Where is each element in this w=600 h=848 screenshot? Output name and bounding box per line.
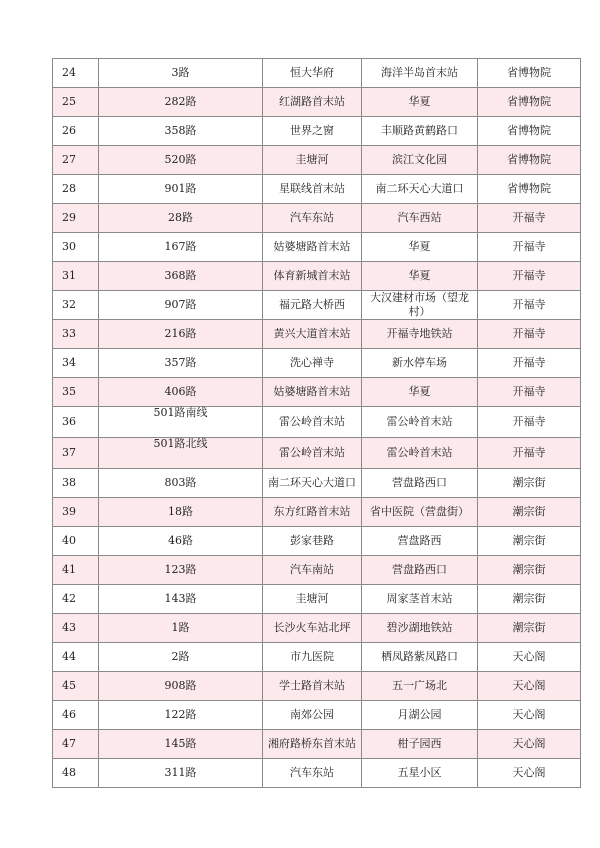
row-number-cell: [53, 556, 99, 585]
table-row: [53, 469, 581, 498]
origin-stop: 体育新城首末站: [273, 269, 351, 282]
origin-stop-cell: [263, 672, 362, 701]
origin-stop: 圭塘河: [295, 153, 329, 166]
destination: 开福寺: [512, 269, 546, 282]
row-number-cell: [53, 175, 99, 204]
table-row: [53, 498, 581, 527]
destination-cell: [478, 643, 581, 672]
destination: 开福寺: [512, 446, 546, 459]
terminal-stop-cell: [362, 556, 478, 585]
row-number-cell: [53, 320, 99, 349]
origin-stop-cell: [263, 614, 362, 643]
row-number-cell: [53, 349, 99, 378]
route-name-cell: [99, 730, 263, 759]
destination-cell: [478, 233, 581, 262]
terminal-stop-cell: [362, 59, 478, 88]
table-row: [53, 701, 581, 730]
route-name: 358路: [164, 124, 197, 137]
destination-cell: [478, 88, 581, 117]
origin-stop: 长沙火车站北坪: [273, 621, 351, 634]
destination-cell: [478, 469, 581, 498]
terminal-stop: 碧沙湖地铁站: [386, 621, 453, 634]
terminal-stop-cell: [362, 438, 478, 469]
origin-stop-cell: [263, 320, 362, 349]
row-number: 29: [62, 211, 76, 224]
route-name: 216路: [164, 327, 197, 340]
row-number-cell: [53, 759, 99, 788]
terminal-stop: 周家茎首末站: [386, 592, 453, 605]
terminal-stop: 栖凤路紫凤路口: [381, 650, 458, 663]
route-name: 122路: [164, 708, 197, 721]
row-number: 28: [62, 182, 76, 195]
origin-stop: 雷公岭首末站: [279, 415, 345, 428]
origin-stop: 彭家巷路: [290, 534, 334, 547]
row-number: 45: [62, 679, 76, 692]
origin-stop: 圭塘河: [295, 592, 329, 605]
terminal-stop: 滨江文化园: [392, 153, 447, 166]
row-number: 47: [62, 737, 76, 750]
route-name: 803路: [164, 476, 197, 489]
row-number: 48: [62, 766, 76, 779]
origin-stop: 雷公岭首末站: [279, 446, 345, 459]
terminal-stop: 汽车西站: [397, 211, 442, 224]
route-name-cell: [99, 204, 263, 233]
route-name: 406路: [164, 385, 197, 398]
route-name-cell: [99, 438, 263, 469]
route-name-cell: [99, 556, 263, 585]
table-row: [53, 672, 581, 701]
route-name: 18路: [168, 505, 193, 518]
route-name-cell: [99, 407, 263, 438]
route-name: 908路: [164, 679, 197, 692]
origin-stop: 市九医院: [290, 650, 334, 663]
origin-stop: 恒大华府: [290, 66, 334, 79]
route-name: 46路: [168, 534, 193, 547]
destination: 天心阁: [512, 766, 546, 779]
origin-stop-cell: [263, 117, 362, 146]
table-row: [53, 233, 581, 262]
destination: 省博物院: [507, 95, 551, 108]
terminal-stop-cell: [362, 614, 478, 643]
terminal-stop-cell: [362, 233, 478, 262]
row-number: 33: [62, 327, 76, 340]
destination: 开福寺: [512, 415, 546, 428]
row-number: 34: [62, 356, 76, 369]
row-number-cell: [53, 643, 99, 672]
origin-stop-cell: [263, 146, 362, 175]
route-name: 3路: [171, 66, 190, 79]
terminal-stop-cell: [362, 498, 478, 527]
destination-cell: [478, 407, 581, 438]
destination: 潮宗街: [512, 592, 546, 605]
origin-stop-cell: [263, 469, 362, 498]
terminal-stop: 月湖公园: [397, 708, 442, 721]
destination: 天心阁: [512, 737, 546, 750]
row-number: 32: [62, 298, 76, 311]
origin-stop-cell: [263, 759, 362, 788]
origin-stop-cell: [263, 349, 362, 378]
destination-cell: [478, 262, 581, 291]
route-name: 28路: [168, 211, 193, 224]
row-number-cell: [53, 585, 99, 614]
destination: 开福寺: [512, 327, 546, 340]
destination: 天心阁: [512, 708, 546, 721]
route-name-cell: [99, 320, 263, 349]
table-row: [53, 407, 581, 438]
row-number: 38: [62, 476, 76, 489]
row-number-cell: [53, 438, 99, 469]
origin-stop-cell: [263, 556, 362, 585]
route-name: 901路: [164, 182, 197, 195]
route-name: 501路北线: [153, 437, 208, 450]
destination: 潮宗街: [512, 621, 546, 634]
route-name: 501路南线: [153, 406, 208, 419]
terminal-stop-cell: [362, 349, 478, 378]
terminal-stop: 营盘路西口: [392, 563, 447, 576]
route-name-cell: [99, 469, 263, 498]
terminal-stop: 五星小区: [397, 766, 442, 779]
destination: 天心阁: [512, 650, 546, 663]
destination-cell: [478, 320, 581, 349]
destination-cell: [478, 527, 581, 556]
table-row: [53, 349, 581, 378]
origin-stop: 汽车南站: [290, 563, 334, 576]
route-name-cell: [99, 643, 263, 672]
destination-cell: [478, 438, 581, 469]
table-row: [53, 378, 581, 407]
row-number-cell: [53, 407, 99, 438]
destination-cell: [478, 730, 581, 759]
origin-stop: 姑婆塘路首末站: [273, 240, 351, 253]
terminal-stop-cell: [362, 730, 478, 759]
route-name: 1路: [171, 621, 190, 634]
terminal-stop-cell: [362, 204, 478, 233]
origin-stop-cell: [263, 585, 362, 614]
route-name: 357路: [164, 356, 197, 369]
terminal-stop: 丰顺路黄鹤路口: [381, 124, 458, 137]
row-number-cell: [53, 498, 99, 527]
origin-stop: 汽车东站: [290, 766, 334, 779]
bus-route-table: [52, 58, 581, 788]
table-row: [53, 262, 581, 291]
terminal-stop-cell: [362, 585, 478, 614]
terminal-stop: 华夏: [408, 240, 431, 253]
destination-cell: [478, 349, 581, 378]
terminal-stop-cell: [362, 320, 478, 349]
origin-stop: 姑婆塘路首末站: [273, 385, 351, 398]
destination: 省博物院: [507, 182, 551, 195]
destination-cell: [478, 556, 581, 585]
row-number-cell: [53, 378, 99, 407]
destination-cell: [478, 759, 581, 788]
destination: 开福寺: [512, 211, 546, 224]
terminal-stop: 雷公岭首末站: [386, 415, 453, 428]
origin-stop: 世界之窗: [290, 124, 334, 137]
terminal-stop-cell: [362, 175, 478, 204]
row-number: 30: [62, 240, 76, 253]
table-row: [53, 527, 581, 556]
route-name: 123路: [164, 563, 197, 576]
origin-stop-cell: [263, 291, 362, 320]
destination: 省博物院: [507, 124, 551, 137]
table-row: [53, 730, 581, 759]
terminal-stop-cell: [362, 759, 478, 788]
origin-stop: 黄兴大道首末站: [273, 327, 351, 340]
row-number-cell: [53, 701, 99, 730]
terminal-stop-cell: [362, 643, 478, 672]
origin-stop-cell: [263, 88, 362, 117]
origin-stop-cell: [263, 378, 362, 407]
origin-stop-cell: [263, 643, 362, 672]
row-number: 43: [62, 621, 76, 634]
route-name: 520路: [164, 153, 197, 166]
route-name-cell: [99, 672, 263, 701]
table-row: [53, 438, 581, 469]
route-name-cell: [99, 262, 263, 291]
destination-cell: [478, 117, 581, 146]
route-name: 167路: [164, 240, 197, 253]
route-name-cell: [99, 175, 263, 204]
destination: 潮宗街: [512, 563, 546, 576]
terminal-stop-cell: [362, 262, 478, 291]
row-number-cell: [53, 117, 99, 146]
row-number: 37: [62, 446, 76, 459]
route-name: 311路: [164, 766, 197, 779]
row-number: 35: [62, 385, 76, 398]
route-name: 907路: [164, 298, 197, 311]
route-name-cell: [99, 291, 263, 320]
terminal-stop-cell: [362, 407, 478, 438]
row-number-cell: [53, 730, 99, 759]
origin-stop: 福元路大桥西: [279, 298, 345, 311]
terminal-stop-cell: [362, 469, 478, 498]
terminal-stop: 五一广场北: [392, 679, 447, 692]
route-name: 145路: [164, 737, 197, 750]
origin-stop: 湘府路桥东首末站: [268, 737, 356, 750]
destination-cell: [478, 701, 581, 730]
origin-stop-cell: [263, 498, 362, 527]
row-number: 41: [62, 563, 76, 576]
terminal-stop-cell: [362, 378, 478, 407]
row-number: 26: [62, 124, 76, 137]
destination-cell: [478, 672, 581, 701]
origin-stop-cell: [263, 204, 362, 233]
row-number-cell: [53, 59, 99, 88]
row-number: 40: [62, 534, 76, 547]
row-number-cell: [53, 672, 99, 701]
table-row: [53, 759, 581, 788]
origin-stop: 东方红路首末站: [273, 505, 351, 518]
table-row: [53, 556, 581, 585]
row-number-cell: [53, 291, 99, 320]
origin-stop: 南郊公园: [290, 708, 334, 721]
row-number: 46: [62, 708, 76, 721]
destination-cell: [478, 291, 581, 320]
row-number: 27: [62, 153, 76, 166]
terminal-stop: 海洋半岛首末站: [381, 66, 458, 79]
terminal-stop-cell: [362, 527, 478, 556]
origin-stop-cell: [263, 407, 362, 438]
row-number: 24: [62, 66, 76, 79]
destination: 潮宗街: [512, 505, 546, 518]
destination-cell: [478, 378, 581, 407]
row-number-cell: [53, 262, 99, 291]
terminal-stop: 开福寺地铁站: [386, 327, 453, 340]
destination-cell: [478, 175, 581, 204]
route-name-cell: [99, 349, 263, 378]
table-row: [53, 320, 581, 349]
route-name-cell: [99, 59, 263, 88]
route-name-cell: [99, 378, 263, 407]
table-row: [53, 59, 581, 88]
row-number: 44: [62, 650, 76, 663]
destination-cell: [478, 146, 581, 175]
row-number: 39: [62, 505, 76, 518]
origin-stop: 南二环天心大道口: [268, 476, 356, 489]
terminal-stop: 营盘路西口: [392, 476, 447, 489]
origin-stop-cell: [263, 438, 362, 469]
route-name-cell: [99, 233, 263, 262]
table-row: [53, 291, 581, 320]
route-name: 368路: [164, 269, 197, 282]
origin-stop: 汽车东站: [290, 211, 334, 224]
route-name-cell: [99, 527, 263, 556]
destination-cell: [478, 204, 581, 233]
destination: 开福寺: [512, 298, 546, 311]
destination-cell: [478, 585, 581, 614]
row-number-cell: [53, 204, 99, 233]
route-name: 2路: [171, 650, 190, 663]
table-row: [53, 643, 581, 672]
destination: 省博物院: [507, 153, 551, 166]
terminal-stop: 省中医院（营盘街）: [370, 505, 469, 518]
table-row: [53, 204, 581, 233]
table-row: [53, 88, 581, 117]
row-number: 36: [62, 415, 76, 428]
row-number-cell: [53, 469, 99, 498]
row-number: 42: [62, 592, 76, 605]
destination: 开福寺: [512, 356, 546, 369]
route-name-cell: [99, 701, 263, 730]
terminal-stop: 华夏: [408, 95, 431, 108]
terminal-stop-cell: [362, 672, 478, 701]
route-name-cell: [99, 88, 263, 117]
terminal-stop: 新水停车场: [392, 356, 447, 369]
origin-stop-cell: [263, 262, 362, 291]
table-row: [53, 117, 581, 146]
route-name: 282路: [164, 95, 197, 108]
destination: 潮宗街: [512, 476, 546, 489]
row-number-cell: [53, 527, 99, 556]
origin-stop-cell: [263, 527, 362, 556]
terminal-stop-cell: [362, 117, 478, 146]
destination-cell: [478, 498, 581, 527]
row-number-cell: [53, 614, 99, 643]
origin-stop-cell: [263, 59, 362, 88]
terminal-stop-cell: [362, 146, 478, 175]
destination: 开福寺: [512, 240, 546, 253]
table-row: [53, 614, 581, 643]
terminal-stop: 华夏: [408, 385, 431, 398]
route-name-cell: [99, 585, 263, 614]
terminal-stop: 华夏: [408, 269, 431, 282]
destination: 潮宗街: [512, 534, 546, 547]
destination: 省博物院: [507, 66, 551, 79]
row-number-cell: [53, 233, 99, 262]
row-number-cell: [53, 88, 99, 117]
table-body: [53, 59, 581, 788]
route-name-cell: [99, 498, 263, 527]
terminal-stop: 柑子园西: [397, 737, 442, 750]
route-name-cell: [99, 614, 263, 643]
row-number-cell: [53, 146, 99, 175]
row-number: 31: [62, 269, 76, 282]
terminal-stop-cell: [362, 701, 478, 730]
row-number: 25: [62, 95, 76, 108]
terminal-stop: 营盘路西: [397, 534, 442, 547]
destination: 天心阁: [512, 679, 546, 692]
destination-cell: [478, 59, 581, 88]
terminal-stop: 大汉建材市场（望龙村）: [370, 291, 469, 318]
terminal-stop: 南二环天心大道口: [375, 182, 464, 195]
table-row: [53, 175, 581, 204]
table-row: [53, 146, 581, 175]
terminal-stop: 雷公岭首末站: [386, 446, 453, 459]
destination-cell: [478, 614, 581, 643]
origin-stop-cell: [263, 233, 362, 262]
origin-stop-cell: [263, 701, 362, 730]
terminal-stop-cell: [362, 88, 478, 117]
destination: 开福寺: [512, 385, 546, 398]
origin-stop-cell: [263, 730, 362, 759]
origin-stop: 学士路首末站: [279, 679, 345, 692]
origin-stop-cell: [263, 175, 362, 204]
terminal-stop-cell: [362, 291, 478, 320]
origin-stop: 星联线首末站: [279, 182, 345, 195]
origin-stop: 红湖路首末站: [279, 95, 345, 108]
route-name-cell: [99, 759, 263, 788]
route-name-cell: [99, 117, 263, 146]
route-name: 143路: [164, 592, 197, 605]
route-name-cell: [99, 146, 263, 175]
origin-stop: 洗心禅寺: [290, 356, 334, 369]
table-row: [53, 585, 581, 614]
